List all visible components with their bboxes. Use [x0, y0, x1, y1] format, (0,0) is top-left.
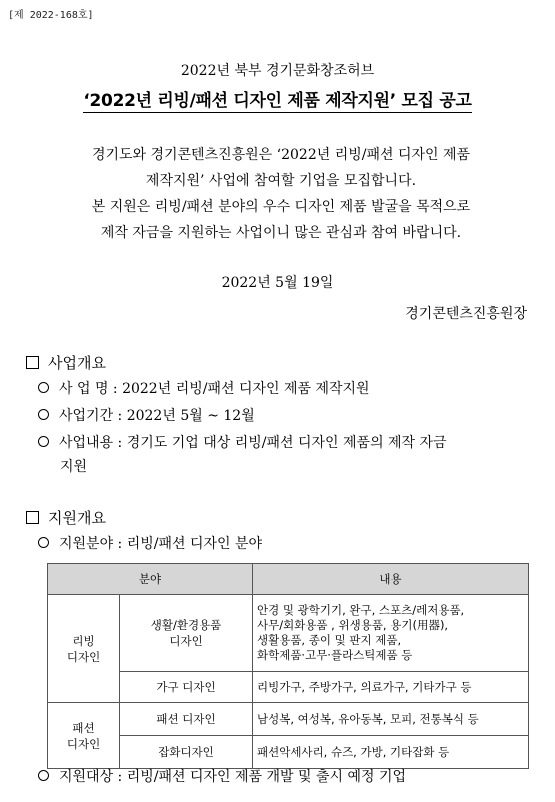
support-target-text: 지원대상 : 리빙/패션 디자인 제품 개발 및 출시 예정 기업: [59, 769, 407, 785]
overview-item-name: [38, 378, 370, 400]
content-line: 안경 및 광학기기, 완구, 스포츠/레저용품,: [257, 603, 465, 617]
overview-item-content: [38, 432, 447, 454]
category-label: 디자인: [66, 649, 101, 664]
announcement-date: 2022년 5월 19일: [221, 275, 334, 291]
content-line: 화학제품·고무·플라스틱제품 등: [257, 648, 413, 662]
content-furniture: 리빙가구, 주방가구, 의료가구, 기타가구 등: [253, 672, 529, 703]
circle-bullet-icon: [38, 409, 49, 420]
section-heading-text: 사업개요: [48, 354, 106, 372]
intro-line: 제작지원’ 사업에 참여할 기업을 모집합니다.: [145, 173, 417, 189]
intro-paragraph: [26, 142, 536, 246]
section-heading-support: [26, 507, 106, 528]
category-label: 리빙: [72, 633, 95, 648]
overview-item-text: 사업내용 : 경기도 기업 대상 리빙/패션 디자인 제품의 제작 자금: [59, 435, 447, 451]
intro-line: 본 지원은 리빙/패션 분야의 우수 디자인 제품 발굴을 목적으로: [91, 199, 471, 215]
intro-line: 제작 자금을 지원하는 사업이니 많은 관심과 참여 바랍니다.: [100, 225, 462, 241]
square-bullet-icon: [26, 356, 39, 369]
content-living-goods: [253, 595, 529, 672]
section-heading-overview: [26, 352, 106, 373]
subcategory-fashion-design: 패션 디자인: [120, 703, 253, 736]
document-number: [제 2022-168호]: [8, 10, 94, 21]
support-field-table: [47, 563, 529, 769]
circle-bullet-icon: [38, 770, 49, 781]
circle-bullet-icon: [38, 382, 49, 393]
circle-bullet-icon: [38, 436, 49, 447]
overview-item-period: [38, 405, 255, 427]
overview-item-content-cont: 지원: [60, 459, 88, 475]
issuer-name: 경기콘텐츠진흥원장: [405, 306, 527, 322]
content-line: 사무/회화용품 , 위생용품, 용기(用器),: [257, 618, 449, 632]
table-header-field: 분야: [48, 564, 253, 595]
category-living: [48, 595, 120, 703]
announcement-title: [0, 86, 555, 111]
square-bullet-icon: [26, 511, 39, 524]
support-field-text: 지원분야 : 리빙/패션 디자인 분야: [59, 536, 263, 552]
table-header-row: [48, 564, 529, 595]
content-goods-design: 패션악세사리, 슈즈, 가방, 기타잡화 등: [253, 736, 529, 769]
overview-item-text: 사 업 명 : 2022년 리빙/패션 디자인 제품 제작지원: [59, 381, 370, 397]
content-fashion-design: 남성복, 여성복, 유아동복, 모피, 전통복식 등: [253, 703, 529, 736]
table-row: [48, 736, 529, 769]
overview-item-text: 사업기간 : 2022년 5월 ~ 12월: [59, 408, 255, 424]
category-fashion: [48, 703, 120, 769]
announcement-subtitle: 2022년 북부 경기문화창조허브: [180, 63, 375, 79]
section-heading-text: 지원개요: [48, 509, 106, 527]
intro-line: 경기도와 경기콘텐츠진흥원은 ‘2022년 리빙/패션 디자인 제품: [91, 147, 471, 163]
category-label: 패션: [72, 720, 95, 735]
support-field-item: [38, 533, 262, 555]
content-line: 생활용품, 종이 및 판지 제품,: [257, 633, 402, 647]
subcategory-label: 디자인: [169, 634, 203, 648]
table-row: [48, 672, 529, 703]
circle-bullet-icon: [38, 537, 49, 548]
table-row: [48, 703, 529, 736]
subcategory-label: 생활/환경용품: [150, 618, 222, 632]
table-header-content: 내용: [253, 564, 529, 595]
subcategory-living-goods: [120, 595, 253, 672]
subcategory-furniture: 가구 디자인: [120, 672, 253, 703]
support-target-item: [38, 766, 406, 788]
title-text: ‘2022년 리빙/패션 디자인 제품 제작지원’ 모집 공고: [83, 91, 472, 111]
table-row: [48, 595, 529, 672]
category-label: 디자인: [66, 736, 101, 751]
subcategory-goods-design: 잡화디자인: [120, 736, 253, 769]
